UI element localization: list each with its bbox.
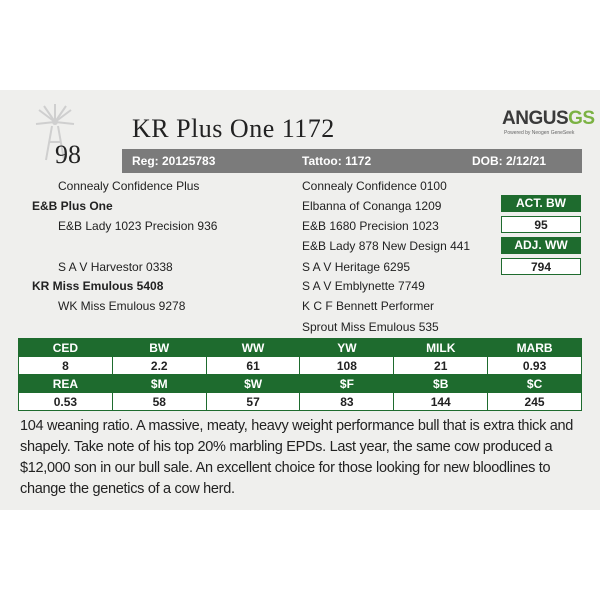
act-bw-value: 95 bbox=[501, 216, 581, 233]
pedigree-ggd-1: Elbanna of Conanga 1209 bbox=[302, 199, 442, 213]
epd-value: 58 bbox=[112, 393, 206, 411]
pedigree-sire: E&B Plus One bbox=[32, 199, 113, 213]
epd-header: $C bbox=[488, 375, 582, 393]
epd-header: WW bbox=[206, 339, 300, 357]
epd-header: MARB bbox=[488, 339, 582, 357]
epd-value: 57 bbox=[206, 393, 300, 411]
pedigree-ggd-2: E&B Lady 878 New Design 441 bbox=[302, 239, 471, 253]
act-bw-label: ACT. BW bbox=[501, 195, 581, 212]
pedigree-ggs-3: S A V Heritage 6295 bbox=[302, 260, 411, 274]
epd-header: CED bbox=[19, 339, 113, 357]
epd-header-row-2 bbox=[19, 375, 582, 393]
angus-gs-logo bbox=[502, 108, 595, 142]
pedigree-ggd-3: S A V Emblynette 7749 bbox=[302, 279, 425, 293]
epd-value: 8 bbox=[19, 357, 113, 375]
epd-value: 0.53 bbox=[19, 393, 113, 411]
pedigree-ggs-2: E&B 1680 Precision 1023 bbox=[302, 219, 439, 233]
pedigree-dam: KR Miss Emulous 5408 bbox=[32, 279, 164, 293]
epd-header: MILK bbox=[394, 339, 488, 357]
pedigree-sire-dam: E&B Lady 1023 Precision 936 bbox=[58, 219, 218, 233]
epd-value-row-1 bbox=[19, 357, 582, 375]
epd-header: $B bbox=[394, 375, 488, 393]
logo-accent-text: GS bbox=[568, 108, 595, 129]
epd-value: 245 bbox=[488, 393, 582, 411]
epd-table bbox=[18, 338, 582, 411]
lot-number: 98 bbox=[55, 140, 81, 169]
epd-value: 83 bbox=[300, 393, 394, 411]
pedigree-dam-sire: S A V Harvestor 0338 bbox=[58, 260, 173, 274]
lot-description: 104 weaning ratio. A massive, meaty, heavy weight performance bull that is extra thick and shapely. Take note of his top 20% marbling EPDs. Last year, the same cow produced a $12,000 son in our bull sale. An excellent choice for those looking for new bloodlines to change the genetics of a cow herd. bbox=[20, 418, 574, 497]
epd-header: BW bbox=[112, 339, 206, 357]
logo-text: ANGUS bbox=[502, 108, 569, 129]
tattoo: Tattoo: 1172 bbox=[302, 154, 372, 168]
animal-name-title: KR Plus One 1172 bbox=[132, 114, 335, 143]
epd-header: $F bbox=[300, 375, 394, 393]
epd-value: 21 bbox=[394, 357, 488, 375]
pedigree-ggs-4: K C F Bennett Performer bbox=[302, 299, 435, 313]
epd-value: 108 bbox=[300, 357, 394, 375]
epd-header: REA bbox=[19, 375, 113, 393]
registration-number: Reg: 20125783 bbox=[132, 154, 216, 168]
epd-value: 61 bbox=[206, 357, 300, 375]
pedigree-ggs-1: Connealy Confidence 0100 bbox=[302, 179, 447, 193]
epd-value-row-2 bbox=[19, 393, 582, 411]
epd-value: 0.93 bbox=[488, 357, 582, 375]
epd-value: 2.2 bbox=[112, 357, 206, 375]
logo-subtitle: Powered by Neogen GeneSeek bbox=[504, 130, 575, 136]
adj-ww-label: ADJ. WW bbox=[501, 237, 581, 254]
epd-value: 144 bbox=[394, 393, 488, 411]
epd-header: $M bbox=[112, 375, 206, 393]
epd-header-row-1 bbox=[19, 339, 582, 357]
date-of-birth: DOB: 2/12/21 bbox=[472, 154, 547, 168]
pedigree-dam-dam: WK Miss Emulous 9278 bbox=[58, 299, 186, 313]
epd-header: $W bbox=[206, 375, 300, 393]
registration-bar bbox=[122, 149, 582, 173]
epd-header: YW bbox=[300, 339, 394, 357]
pedigree-ggd-4: Sprout Miss Emulous 535 bbox=[302, 320, 439, 334]
pedigree-sire-sire: Connealy Confidence Plus bbox=[58, 179, 200, 193]
adj-ww-value: 794 bbox=[501, 258, 581, 275]
